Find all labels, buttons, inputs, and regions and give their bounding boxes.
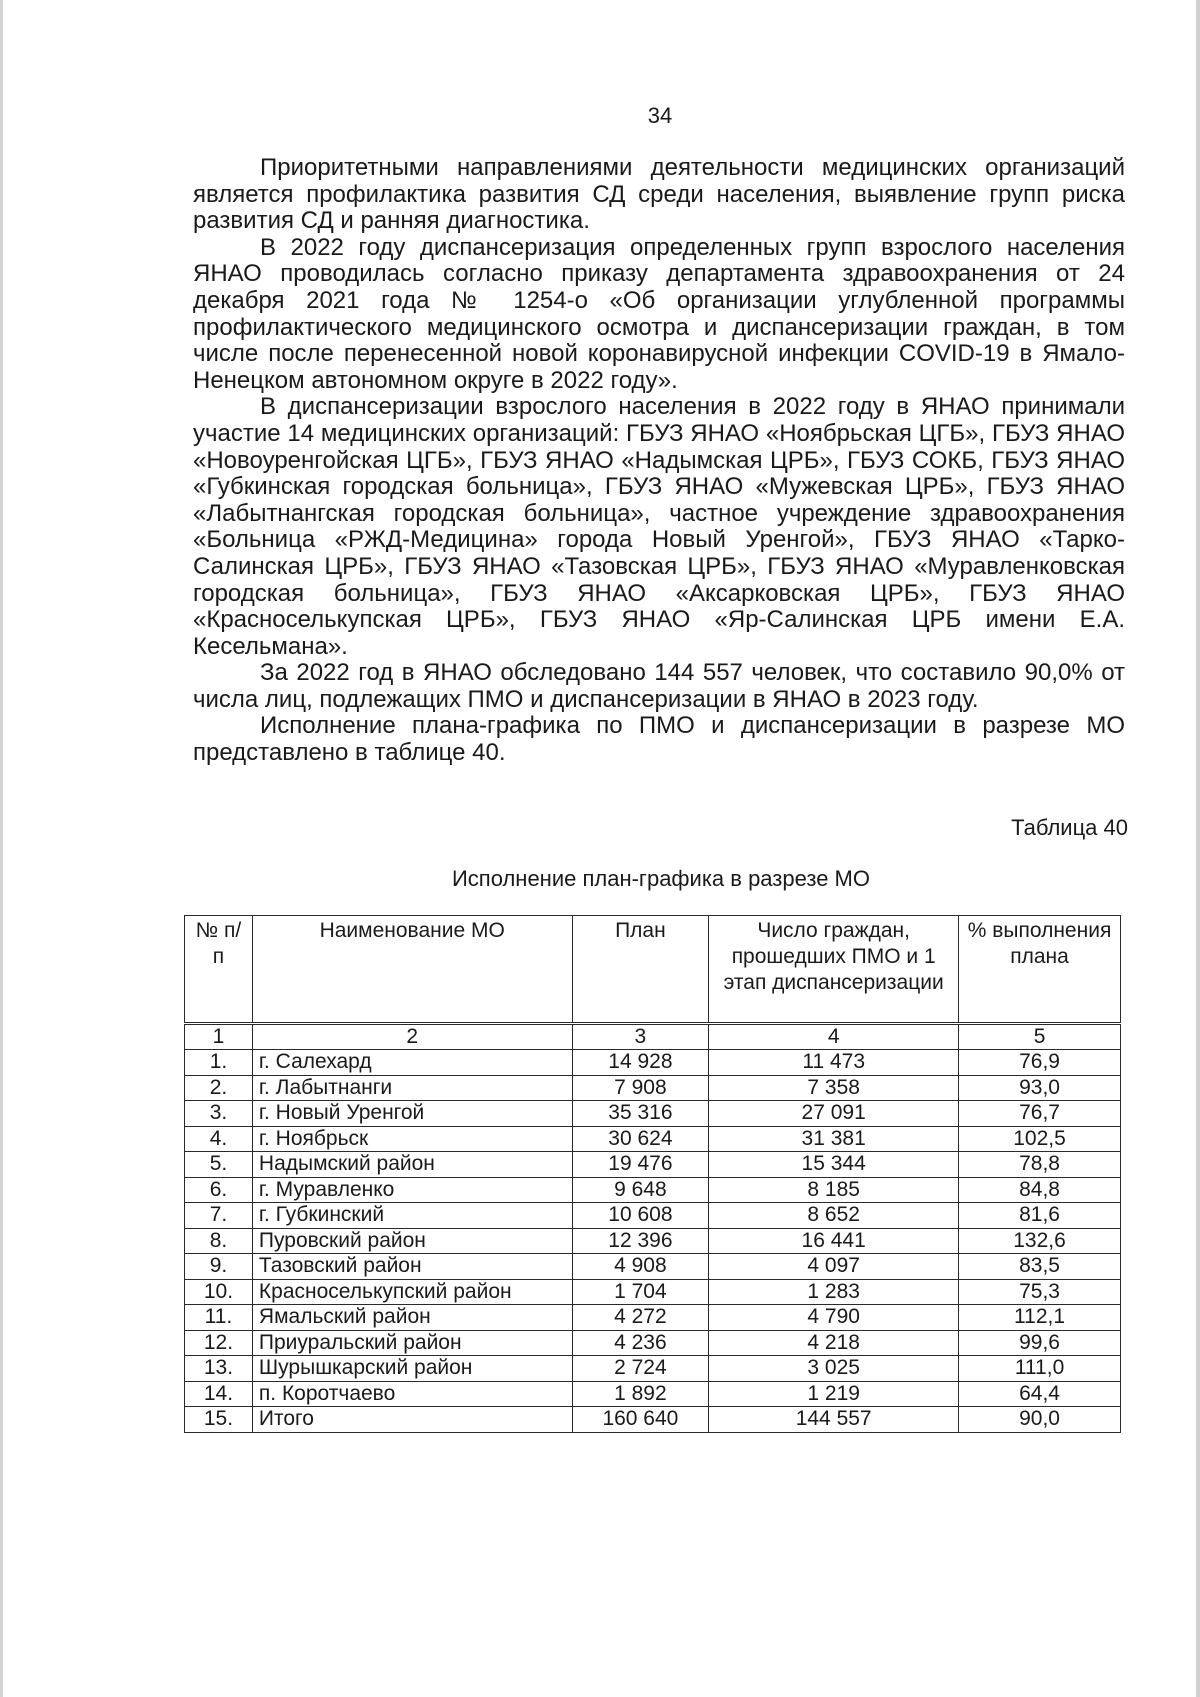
percent-complete: 83,5 [959,1254,1121,1280]
examined-count: 4 218 [709,1330,959,1356]
examined-count: 27 091 [709,1101,959,1127]
plan-value: 1 892 [572,1381,709,1407]
table-row [185,1101,1121,1127]
paragraph: В 2022 году диспансеризация определенных групп взрослого населения ЯНАО проводилась согласно приказу департамента здравоохранения от 24 декабря 2021 года № 1254-о «Об организации углубленной программы профилактического медицинского осмотра и диспансеризации граждан, в том числе после перенесенной новой коронавирусной инфекции COVID-19 в Ямало-Ненецком автономном округе в 2022 году». [193,233,1125,394]
plan-value: 12 396 [572,1228,709,1254]
plan-value: 9 648 [572,1177,709,1203]
examined-count: 4 097 [709,1254,959,1280]
column-number: 3 [572,1024,709,1050]
row-number: 13. [185,1356,253,1382]
examined-count: 144 557 [709,1407,959,1433]
row-number: 4. [185,1126,253,1152]
table-row [185,1177,1121,1203]
column-number: 4 [709,1024,959,1050]
table-row [185,1381,1121,1407]
plan-value: 2 724 [572,1356,709,1382]
table-title: Исполнение план-графика в разрезе МО [451,866,870,891]
examined-count: 1 219 [709,1381,959,1407]
mo-name: Итого [252,1407,572,1433]
row-number: 12. [185,1330,253,1356]
table-row [185,1305,1121,1331]
table-row [185,1228,1121,1254]
plan-value: 4 236 [572,1330,709,1356]
mo-name: г. Муравленко [252,1177,572,1203]
percent-complete: 90,0 [959,1407,1121,1433]
header-cell: Наименование МО [252,916,572,1024]
row-number: 1. [185,1050,253,1076]
table-row [185,1254,1121,1280]
mo-name: г. Салехард [252,1050,572,1076]
mo-name: Пуровский район [252,1228,572,1254]
plan-value: 4 908 [572,1254,709,1280]
table-row [185,1050,1121,1076]
table-body [185,1050,1121,1433]
row-number: 11. [185,1305,253,1331]
row-number: 2. [185,1075,253,1101]
paragraph: Исполнение плана-графика по ПМО и диспансеризации в разрезе МО представлено в таблице 40. [193,712,1125,767]
table-row [185,1330,1121,1356]
scan-edge-right [1196,0,1200,1697]
plan-value: 10 608 [572,1203,709,1229]
examined-count: 1 283 [709,1279,959,1305]
header-cell: № п/п [185,916,253,1024]
percent-complete: 84,8 [959,1177,1121,1203]
header-cell: Число граждан, прошедших ПМО и 1 этап диспансеризации [709,916,959,1024]
mo-name: г. Новый Уренгой [252,1101,572,1127]
table-label: Таблица 40 [1011,815,1128,840]
percent-complete: 75,3 [959,1279,1121,1305]
examined-count: 31 381 [709,1126,959,1152]
plan-value: 35 316 [572,1101,709,1127]
mo-name: г. Губкинский [252,1203,572,1229]
table-row [185,1407,1121,1433]
plan-value: 1 704 [572,1279,709,1305]
body-text [193,155,1125,767]
plan-value: 14 928 [572,1050,709,1076]
row-number: 8. [185,1228,253,1254]
table-row [185,1279,1121,1305]
mo-name: Тазовский район [252,1254,572,1280]
examined-count: 4 790 [709,1305,959,1331]
percent-complete: 78,8 [959,1152,1121,1178]
plan-value: 4 272 [572,1305,709,1331]
mo-name: Надымский район [252,1152,572,1178]
percent-complete: 64,4 [959,1381,1121,1407]
table-header-row [185,916,1121,1024]
plan-value: 30 624 [572,1126,709,1152]
plan-value: 7 908 [572,1075,709,1101]
mo-name: г. Лабытнанги [252,1075,572,1101]
column-number: 1 [185,1024,253,1050]
paragraph: Приоритетными направлениями деятельности медицинских организаций является профилактика развития СД среди населения, выявление групп риска развития СД и ранняя диагностика. [193,154,1125,235]
header-cell: % выполнения плана [959,916,1121,1024]
column-number-row [185,1024,1121,1050]
results-table [184,915,1121,1433]
plan-value: 19 476 [572,1152,709,1178]
examined-count: 11 473 [709,1050,959,1076]
percent-complete: 132,6 [959,1228,1121,1254]
row-number: 9. [185,1254,253,1280]
row-number: 5. [185,1152,253,1178]
examined-count: 3 025 [709,1356,959,1382]
page-number: 34 [647,103,673,128]
row-number: 15. [185,1407,253,1433]
header-cell: План [572,916,709,1024]
examined-count: 8 652 [709,1203,959,1229]
mo-name: Красноселькупский район [252,1279,572,1305]
mo-name: Шурышкарский район [252,1356,572,1382]
table-row [185,1152,1121,1178]
scan-edge-left [0,0,3,1697]
mo-name: г. Ноябрьск [252,1126,572,1152]
plan-value: 160 640 [572,1407,709,1433]
paragraph: В диспансеризации взрослого населения в 2022 году в ЯНАО принимали участие 14 медицинских организаций: ГБУЗ ЯНАО «Ноябрьская ЦГБ», ГБУЗ ЯНАО «Новоуренгойская ЦГБ», ГБУЗ ЯНАО «Надымская ЦРБ», ГБУЗ СОКБ, ГБУЗ ЯНАО «Губкинская городская больница», ГБУЗ ЯНАО «Мужевская ЦРБ», ГБУЗ ЯНАО «Лабытнангская городская больница», частное учреждение здравоохранения «Больница «РЖД-Медицина» города Новый Уренгой», ГБУЗ ЯНАО «Тарко-Салинская ЦРБ», ГБУЗ ЯНАО «Тазовская ЦРБ», ГБУЗ ЯНАО «Муравленковская городская больница», ГБУЗ ЯНАО «Аксарковская ЦРБ», ГБУЗ ЯНАО «Красноселькупская ЦРБ», ГБУЗ ЯНАО «Яр-Салинская ЦРБ имени Е.А. Кесельмана». [193,393,1125,660]
paragraph: За 2022 год в ЯНАО обследовано 144 557 человек, что составило 90,0% от числа лиц, подлежащих ПМО и диспансеризации в ЯНАО в 2023 году. [193,659,1125,713]
mo-name: Ямальский район [252,1305,572,1331]
percent-complete: 81,6 [959,1203,1121,1229]
mo-name: п. Коротчаево [252,1381,572,1407]
table-row [185,1203,1121,1229]
row-number: 14. [185,1381,253,1407]
percent-complete: 102,5 [959,1126,1121,1152]
row-number: 7. [185,1203,253,1229]
mo-name: Приуральский район [252,1330,572,1356]
column-number: 5 [959,1024,1121,1050]
percent-complete: 76,7 [959,1101,1121,1127]
percent-complete: 112,1 [959,1305,1121,1331]
examined-count: 15 344 [709,1152,959,1178]
row-number: 6. [185,1177,253,1203]
percent-complete: 111,0 [959,1356,1121,1382]
percent-complete: 99,6 [959,1330,1121,1356]
examined-count: 16 441 [709,1228,959,1254]
percent-complete: 93,0 [959,1075,1121,1101]
examined-count: 8 185 [709,1177,959,1203]
percent-complete: 76,9 [959,1050,1121,1076]
column-number: 2 [252,1024,572,1050]
row-number: 10. [185,1279,253,1305]
table-row [185,1126,1121,1152]
examined-count: 7 358 [709,1075,959,1101]
row-number: 3. [185,1101,253,1127]
table-row [185,1075,1121,1101]
table-row [185,1356,1121,1382]
